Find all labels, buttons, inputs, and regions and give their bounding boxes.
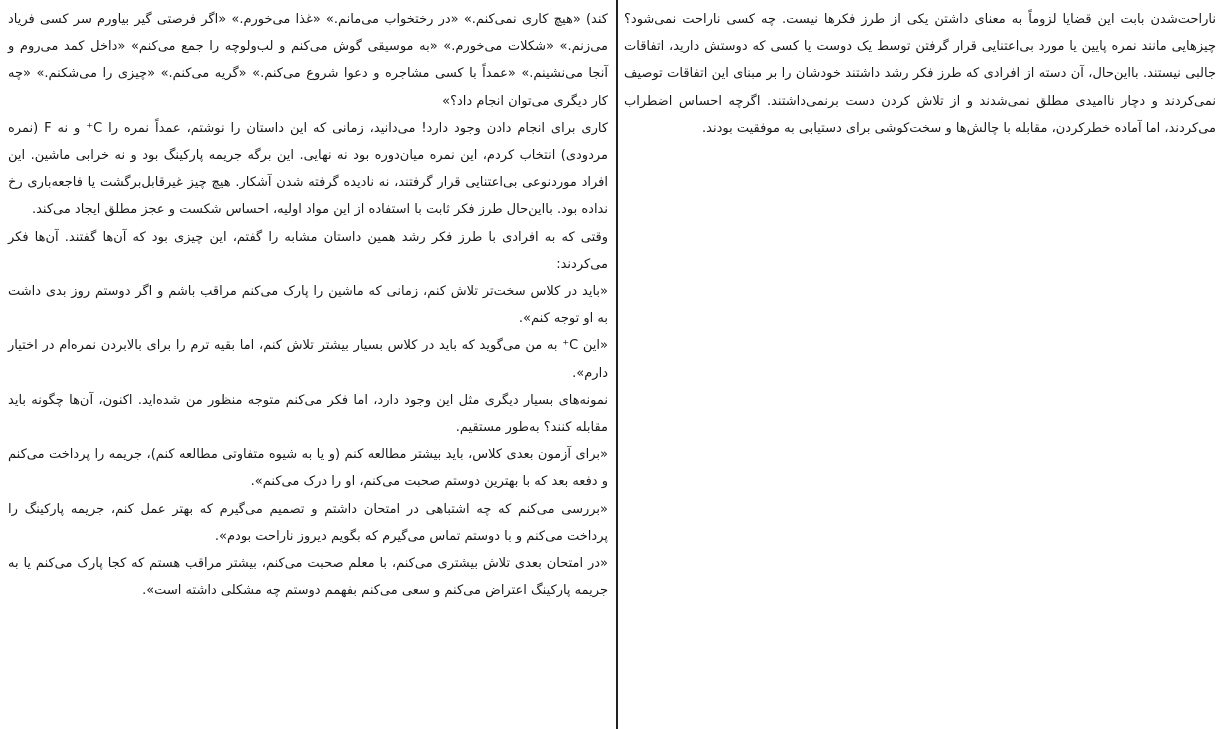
- left-paragraph: «در امتحان بعدی تلاش بیشتری می‌کنم، با معلم صحبت می‌کنم، بیشتر مراقب هستم که کجا پارک می‌کنم یا به جریمه پارکینگ اعتراض می‌کنم و سعی می‌کنم بفهمم دوستم چه مشکلی داشته است».: [8, 556, 608, 599]
- right-page: [624, 6, 1216, 142]
- page-divider: [616, 0, 618, 729]
- left-paragraph: «برای آزمون بعدی کلاس، باید بیشتر مطالعه کنم (و یا به شیوه متفاوتی مطالعه کنم)، جریمه را پرداخت می‌کنم و دفعه بعد که با بهترین دوستم صحبت می‌کنم، او را درک می‌کنم».: [8, 447, 608, 490]
- left-paragraph: «باید در کلاس سخت‌تر تلاش کنم، زمانی که ماشین را پارک می‌کنم مراقب باشم و اگر دوستم روز بدی داشت به او توجه کنم».: [8, 284, 608, 327]
- left-paragraph: کند) «هیچ کاری نمی‌کنم.» «در رختخواب می‌مانم.» «غذا می‌خورم.» «اگر فرصتی گیر بیاورم سر کسی فریاد می‌زنم.» «شکلات می‌خورم.» «به موسیقی گوش می‌کنم و لب‌ولوچه را جمع می‌کنم» «داخل کمد می‌روم و آنجا می‌نشینم.» «عمداً با کسی مشاجره و دعوا شروع می‌کنم.» «گریه می‌کنم.» «چیزی را می‌شکنم.» «چه کار دیگری می‌توان انجام داد؟»: [8, 12, 608, 109]
- left-paragraph: کاری برای انجام دادن وجود دارد! می‌دانید، زمانی که این داستان را نوشتم، عمداً نمره را C⁺ و نه F (نمره مردودی) انتخاب کردم، این نمره میان‌دوره بود نه نهایی. این برگه جریمه پارکینگ بود و نه خرابی ماشین. این افراد موردنوعی بی‌اعتنایی قرار گرفتند، نه نادیده گرفته شدن آشکار. هیچ چیز غیرقابل‌برگشت یا فاجعه‌باری رخ نداده بود. بااین‌حال طرز فکر ثابت با استفاده از این مواد اولیه، احساس شکست و عجز مطلق ایجاد می‌کند.: [8, 120, 609, 218]
- left-page: [8, 6, 608, 604]
- left-paragraph: وقتی که به افرادی با طرز فکر رشد همین داستان مشابه را گفتم، این چیزی بود که آن‌ها گفتند. آن‌ها فکر می‌کردند:: [8, 229, 608, 272]
- left-paragraph: نمونه‌های بسیار دیگری مثل این وجود دارد، اما فکر می‌کنم متوجه منظور من شده‌اید. اکنون، آن‌ها چگونه باید مقابله کنند؟ به‌طور مستقیم.: [8, 392, 608, 436]
- left-paragraph: «این C⁺ به من می‌گوید که باید در کلاس بسیار بیشتر تلاش کنم، اما بقیه ترم را برای بالابردن نمره‌ام در اختیار دارم».: [8, 338, 608, 381]
- right-paragraph: ناراحت‌شدن بابت این قضایا لزوماً به معنای داشتن یکی از طرز فکرها نیست. چه کسی ناراحت نمی‌شود؟ چیزهایی مانند نمره پایین یا مورد بی‌اعتنایی قرار گرفتن توسط یک دوست یا کسی که دوستش دارید، اتفاقات جالبی نیستند. بااین‌حال، آن دسته از افرادی که طرز فکر رشد داشتند خودشان را بر مبنای این اتفاقات توصیف نمی‌کردند و دچار ناامیدی مطلق نمی‌شدند و از تلاش کردن دست برنمی‌داشتند. اگرچه احساس اضطراب می‌کردند، اما آماده خطرکردن، مقابله با چالش‌ها و سخت‌کوشی برای دستیابی به موفقیت بودند.: [624, 12, 1216, 136]
- left-paragraph: «بررسی می‌کنم که چه اشتباهی در امتحان داشتم و تصمیم می‌گیرم که بهتر عمل کنم، جریمه پارکینگ را پرداخت می‌کنم و با دوستم تماس می‌گیرم که بگویم دیروز ناراحت بودم».: [8, 501, 608, 544]
